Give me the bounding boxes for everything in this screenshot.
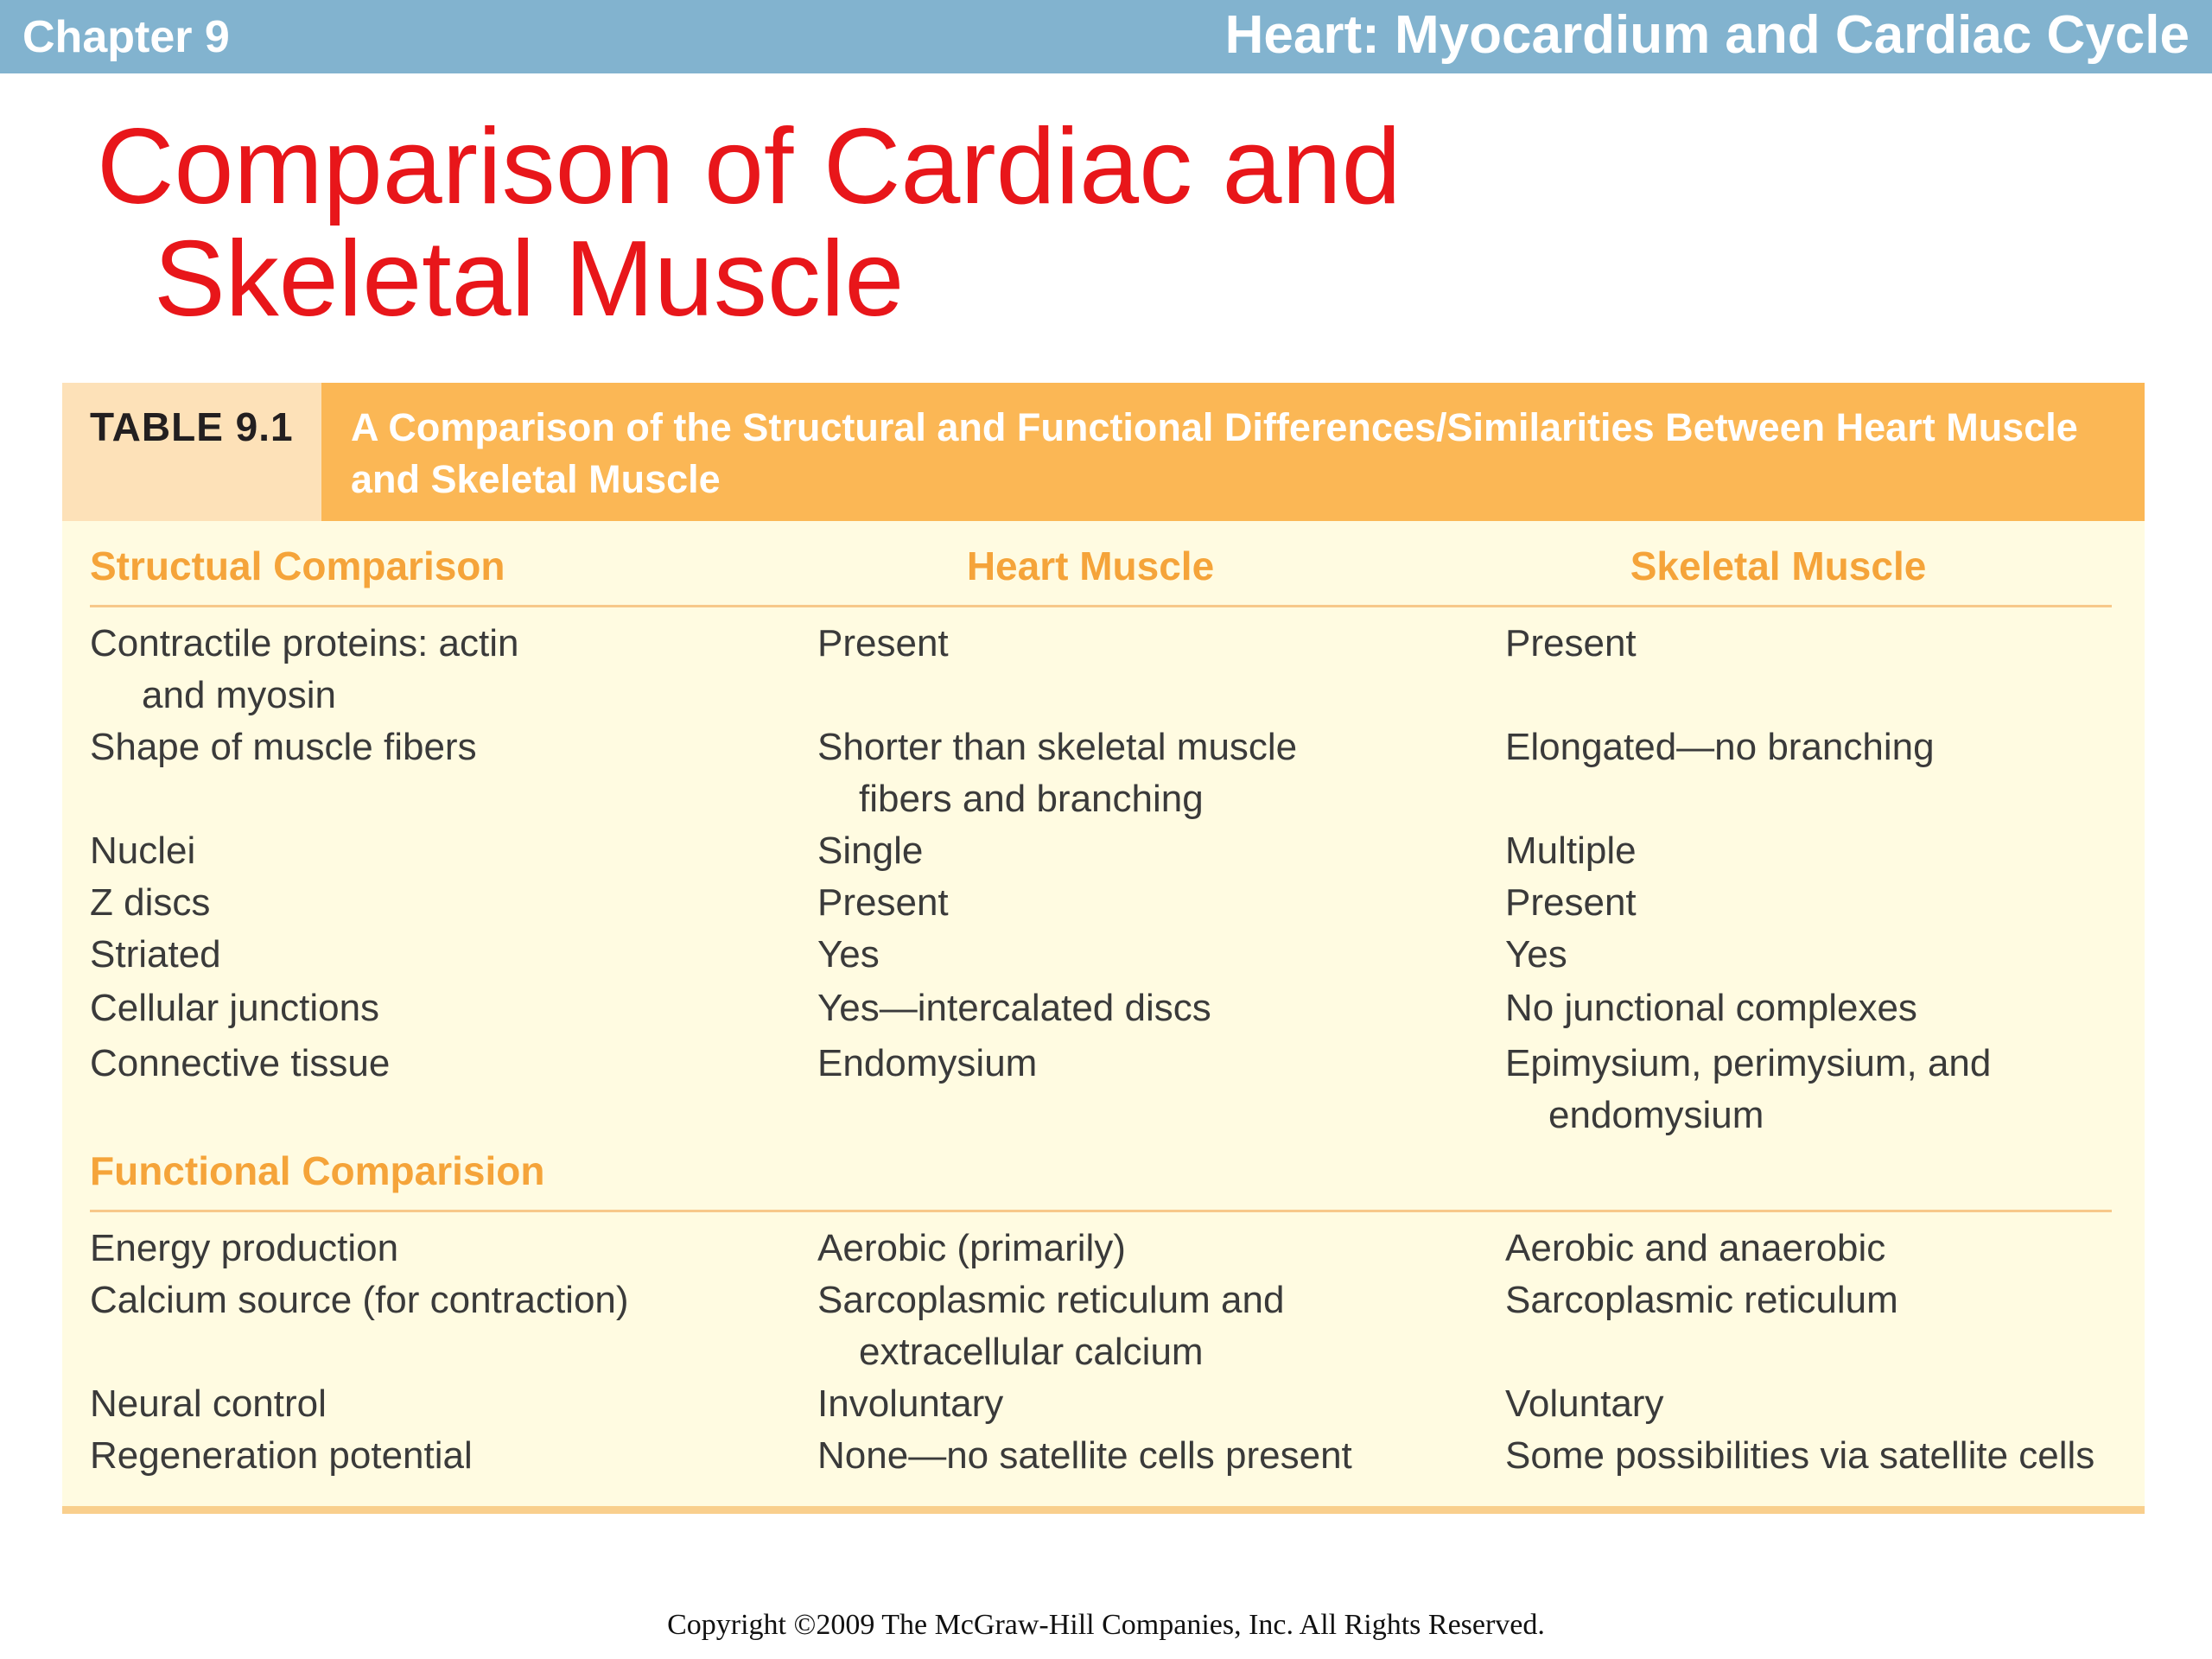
- table-cell-feature: [90, 929, 221, 981]
- cell-text-line: fibers and branching: [859, 778, 1204, 820]
- table-cell-heart: [817, 1274, 1284, 1378]
- table-cell-feature: [90, 1274, 629, 1326]
- cell-text-line: Yes—intercalated discs: [817, 987, 1211, 1029]
- column-header-structural: Structual Comparison: [90, 543, 505, 588]
- table-cell-heart: [817, 929, 880, 981]
- cell-text-line: Shape of muscle fibers: [90, 726, 477, 768]
- cell-text-line: Endomysium: [817, 1042, 1038, 1084]
- cell-text-line: Present: [1505, 881, 1637, 924]
- table-cell-heart: [817, 1038, 1037, 1090]
- cell-text-line: Z discs: [90, 881, 211, 924]
- table-cell-feature: [90, 825, 195, 877]
- cell-text-line: Yes: [817, 933, 880, 976]
- table-cell-skeletal: [1505, 825, 1637, 877]
- cell-text-line: Sarcoplasmic reticulum: [1505, 1279, 1898, 1321]
- table-cell-heart: [817, 1378, 1003, 1430]
- cell-text-line: and myosin: [142, 674, 337, 716]
- cell-text-line: Epimysium, perimysium, and: [1505, 1042, 1992, 1084]
- cell-text-line: extracellular calcium: [859, 1331, 1204, 1373]
- chapter-label: Chapter 9: [22, 12, 230, 62]
- table-cell-skeletal: [1505, 929, 1567, 981]
- table-cell-heart: [817, 721, 1297, 825]
- table-cell-feature: [90, 1038, 390, 1090]
- cell-text-line: Neural control: [90, 1382, 327, 1425]
- cell-text-line: Shorter than skeletal muscle: [817, 726, 1298, 768]
- table-caption-cell: [321, 383, 2145, 521]
- table-cell-heart: [817, 825, 923, 877]
- cell-text-line: Elongated—no branching: [1505, 726, 1935, 768]
- table-cell-heart: [817, 877, 949, 929]
- cell-text-line: Multiple: [1505, 830, 1637, 872]
- table-cell-skeletal: [1505, 982, 1917, 1034]
- cell-text-line: Nuclei: [90, 830, 196, 872]
- cell-text-line: Yes: [1505, 933, 1567, 976]
- table-cell-skeletal: [1505, 877, 1637, 929]
- column-header-heart: Heart Muscle: [966, 543, 1215, 588]
- table-cell-skeletal: [1505, 618, 1637, 670]
- cell-text-line: Striated: [90, 933, 221, 976]
- cell-text-line: Involuntary: [817, 1382, 1004, 1425]
- cell-text-line: Regeneration potential: [90, 1434, 473, 1477]
- table-cell-heart: [817, 1430, 1352, 1482]
- cell-text-line: Cellular junctions: [90, 987, 380, 1029]
- table-cell-heart: [817, 1223, 1126, 1274]
- cell-text-line: Single: [817, 830, 924, 872]
- cell-text-line: Energy production: [90, 1227, 399, 1269]
- slide-title-line-1: Comparison of Cardiac and: [97, 107, 1402, 226]
- table-cell-heart: [817, 982, 1211, 1034]
- table-cell-feature: [90, 618, 518, 721]
- table-cell-skeletal: [1505, 1430, 2094, 1482]
- table-cell-skeletal: [1505, 1378, 1663, 1430]
- table-cell-skeletal: [1505, 1223, 1885, 1274]
- cell-text-line: None—no satellite cells present: [817, 1434, 1352, 1477]
- table-cell-feature: [90, 1430, 473, 1482]
- table-cell-feature: [90, 1223, 398, 1274]
- cell-text-line: Aerobic (primarily): [817, 1227, 1126, 1269]
- functional-heading: Functional Comparision: [90, 1148, 545, 1193]
- table-cell-feature: [90, 721, 477, 773]
- header-rule: [90, 605, 2112, 607]
- table-cell-feature: [90, 982, 379, 1034]
- cell-text-line: No junctional complexes: [1505, 987, 1917, 1029]
- cell-text-line: Present: [1505, 622, 1637, 664]
- slide-title-line-2: Skeletal Muscle: [154, 219, 905, 339]
- functional-rule: [90, 1210, 2112, 1212]
- table-label: TABLE 9.1: [90, 404, 294, 449]
- copyright: Copyright ©2009 The McGraw-Hill Companies, Inc. All Rights Reserved.: [667, 1609, 1545, 1641]
- table-cell-heart: [817, 618, 949, 670]
- cell-text-line: Voluntary: [1505, 1382, 1664, 1425]
- cell-text-line: Present: [817, 622, 949, 664]
- slide-title: [97, 107, 1402, 339]
- cell-text-line: Sarcoplasmic reticulum and: [817, 1279, 1285, 1321]
- cell-text-line: Aerobic and anaerobic: [1505, 1227, 1886, 1269]
- cell-text-line: Some possibilities via satellite cells: [1505, 1434, 2095, 1477]
- table-cell-feature: [90, 1378, 327, 1430]
- cell-text-line: Present: [817, 881, 949, 924]
- comparison-table: [62, 383, 2145, 1514]
- table-cell-skeletal: [1505, 1274, 1898, 1326]
- table-caption: A Comparison of the Structural and Functional Differences/Similarities Between Heart Muscle and Skeletal Muscle: [351, 405, 2078, 501]
- table-label-cell: [62, 383, 321, 521]
- column-header-skeletal: Skeletal Muscle: [1630, 543, 1927, 588]
- header-bar: [0, 0, 2212, 73]
- table-cell-skeletal: [1505, 1038, 1991, 1141]
- table-cell-skeletal: [1505, 721, 1935, 773]
- cell-text-line: Calcium source (for contraction): [90, 1279, 629, 1321]
- header-title: Heart: Myocardium and Cardiac Cycle: [1224, 5, 2190, 65]
- cell-text-line: endomysium: [1548, 1094, 1764, 1136]
- cell-text-line: Contractile proteins: actin: [90, 622, 519, 664]
- table-cell-feature: [90, 877, 210, 929]
- cell-text-line: Connective tissue: [90, 1042, 391, 1084]
